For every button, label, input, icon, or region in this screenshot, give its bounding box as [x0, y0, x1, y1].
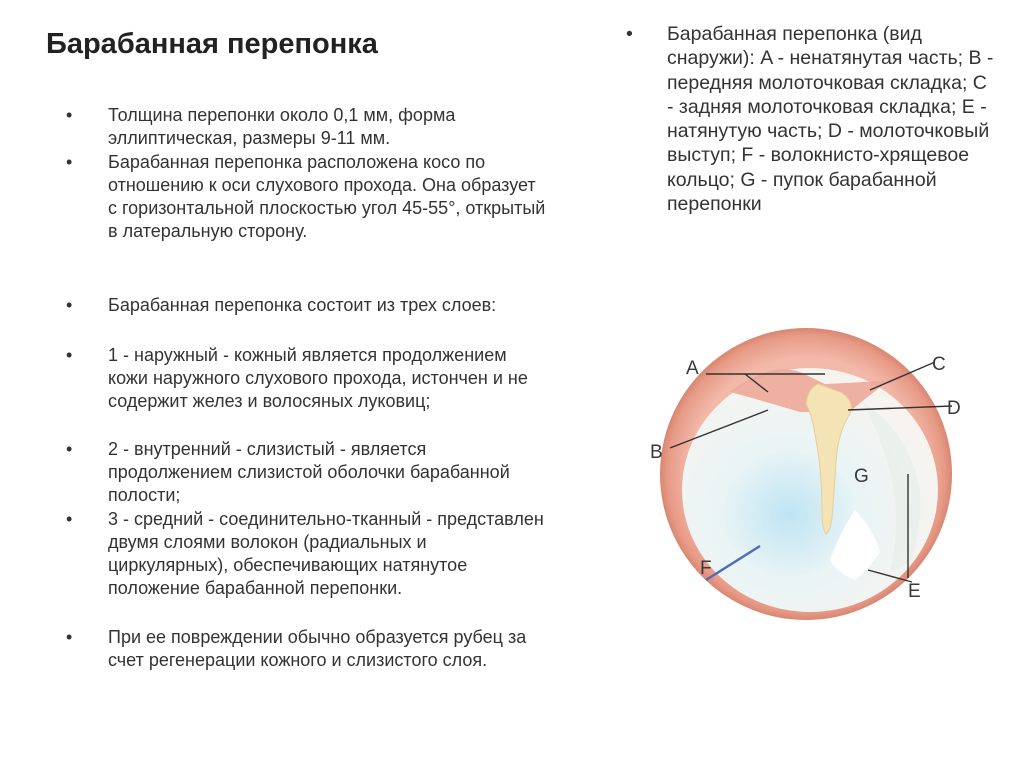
label-a: A [686, 358, 699, 379]
figure-caption-list [626, 22, 996, 216]
label-e: E [908, 581, 921, 602]
bullet-layer-inner: • 2 - внутренний - слизистый - является продолжением слизистой оболочки барабанной полости; [66, 438, 546, 508]
label-d: D [947, 398, 961, 419]
label-c: C [932, 354, 946, 375]
label-b: B [650, 442, 663, 463]
label-f: F [700, 558, 712, 579]
bullet-position: • Барабанная перепонка расположена косо по отношению к оси слухового прохода. Она образует с горизонтальной плоскостью угол 45-55°, открытый в латеральную сторону. [66, 151, 546, 294]
label-g: G [854, 466, 869, 487]
bullet-layer-middle: • 3 - средний - соединительно-тканный - представлен двумя слоями волокон (радиальных и циркулярных), обеспечивающих натянутое положение барабанной перепонки. [66, 508, 546, 626]
bullet-damage: • При ее повреждении обычно образуется рубец за счет регенерации кожного и слизистого слоя. [66, 626, 546, 672]
eardrum-figure [640, 322, 970, 622]
figure-caption: • Барабанная перепонка (вид снаружи): A - ненатянутая часть; B - передняя молоточковая складка; C - задняя молоточковая складка; E - натянутую часть; D - молоточковый выступ; F - волокнисто-хрящевое кольцо; G - пупок барабанной перепонки [626, 22, 996, 216]
bullet-layer-outer: • 1 - наружный - кожный является продолжением кожи наружного слухового прохода, истончен и не содержит желез и волосяных луковиц; [66, 344, 546, 438]
bullet-layers: • Барабанная перепонка состоит из трех слоев: [66, 294, 546, 344]
main-bullet-list [66, 104, 546, 672]
slide-title: Барабанная перепонка [46, 28, 378, 60]
bullet-thickness: • Толщина перепонки около 0,1 мм, форма эллиптическая, размеры 9-11 мм. [66, 104, 546, 151]
eardrum-diagram [640, 322, 970, 622]
